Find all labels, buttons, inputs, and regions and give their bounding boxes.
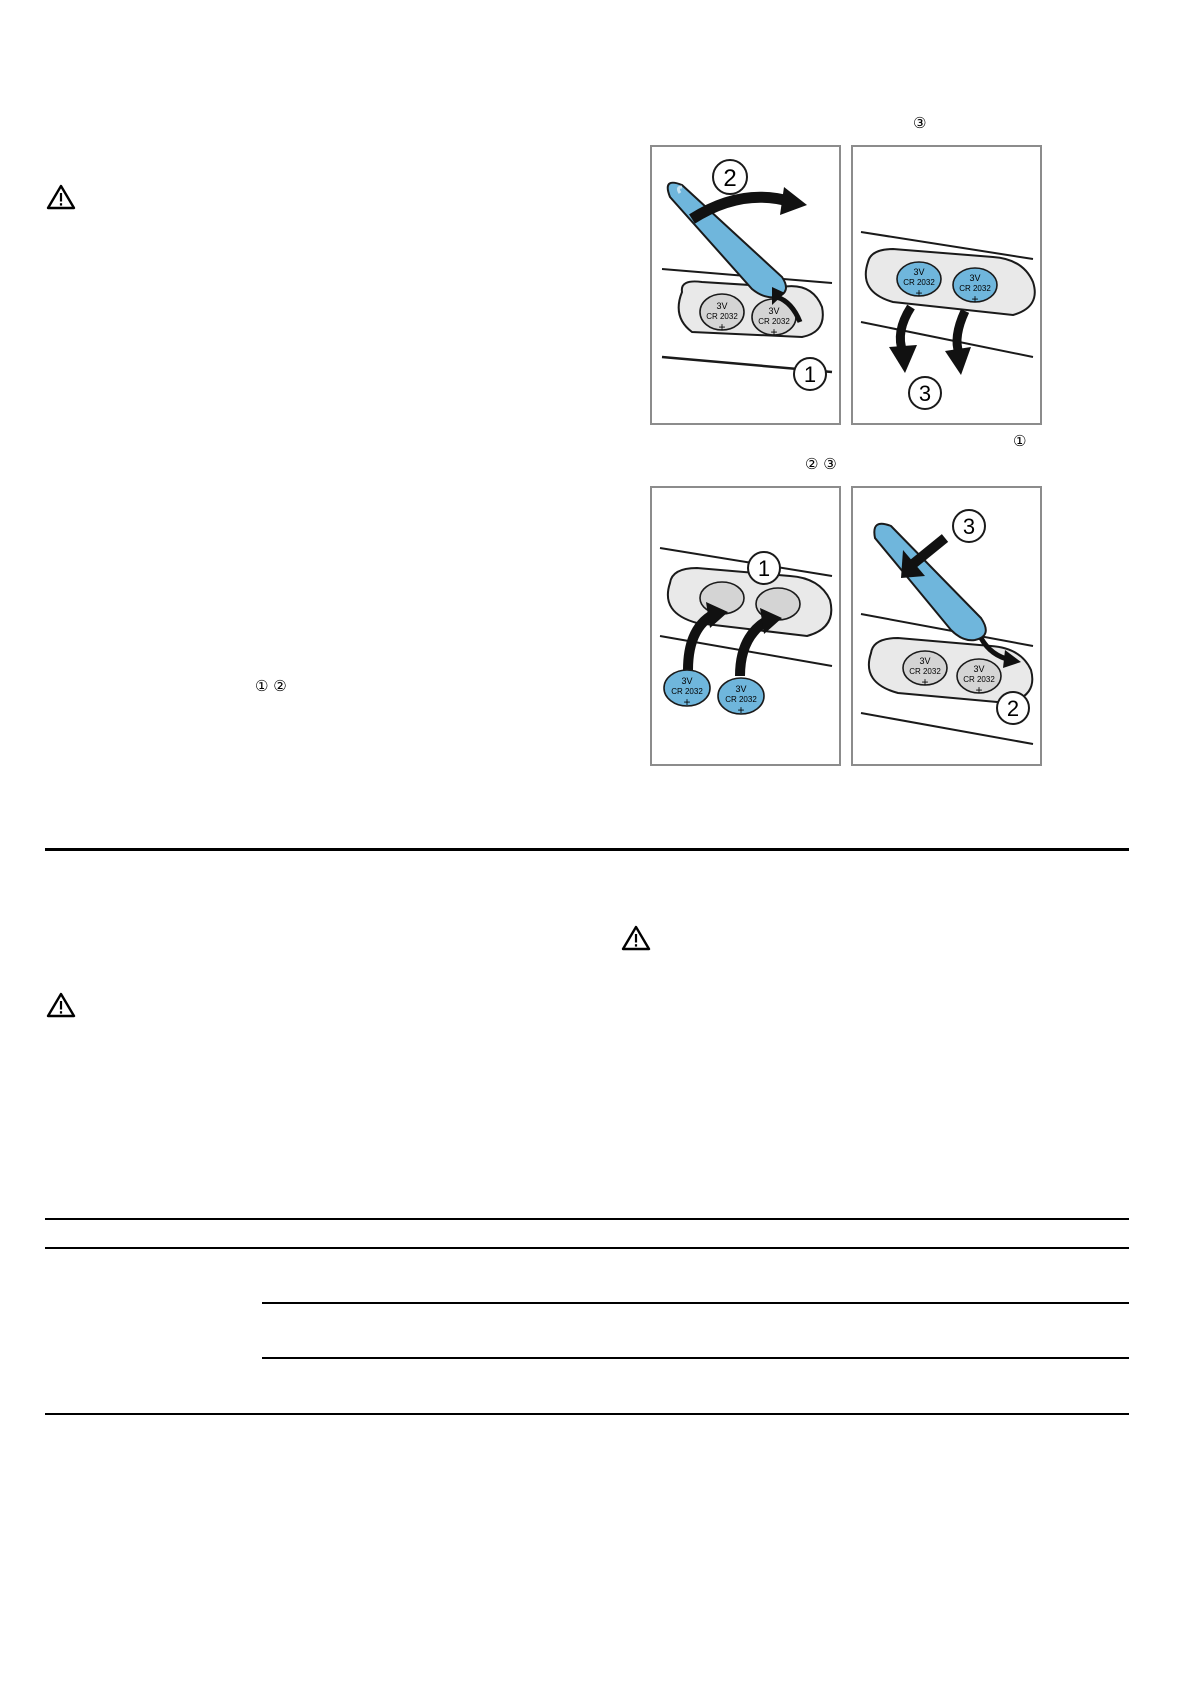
battery-polarity-label: +: [971, 292, 979, 306]
battery-voltage-label: 3V: [681, 676, 693, 686]
battery-voltage-label: 3V: [969, 273, 981, 283]
battery-type-label: CR 2032: [959, 284, 991, 293]
battery-type-label: CR 2032: [903, 278, 935, 287]
battery-polarity-label: +: [915, 286, 923, 300]
battery-polarity-label: +: [737, 703, 745, 717]
warning-triangle-icon: [621, 925, 651, 951]
battery-polarity-label: +: [770, 325, 778, 339]
section-divider: [45, 848, 1129, 851]
callout-number: 2: [1006, 696, 1020, 721]
battery-voltage-label: 3V: [913, 267, 925, 277]
table-row-rule: [262, 1302, 1129, 1304]
battery-type-label: CR 2032: [725, 695, 757, 704]
battery-polarity-label: +: [718, 320, 726, 334]
battery-voltage-label: 3V: [919, 656, 931, 666]
battery-type-label: CR 2032: [963, 675, 995, 684]
battery-type-label: CR 2032: [909, 667, 941, 676]
battery-polarity-label: +: [921, 675, 929, 689]
battery-type-label: CR 2032: [706, 312, 738, 321]
warning-triangle-icon: [46, 184, 76, 210]
step-ref-mid-right: ①: [1013, 432, 1027, 450]
battery-type-label: CR 2032: [671, 687, 703, 696]
table-header-rule: [45, 1247, 1129, 1249]
callout-number: 3: [962, 514, 976, 539]
step-ref-top-right: ③: [913, 114, 927, 132]
warning-triangle-icon: [46, 992, 76, 1018]
battery-voltage-label: 3V: [768, 306, 780, 316]
table-bottom-rule: [45, 1413, 1129, 1415]
table-row-rule: [262, 1357, 1129, 1359]
battery-polarity-label: +: [683, 695, 691, 709]
battery-type-label: CR 2032: [758, 317, 790, 326]
table-top-rule: [45, 1218, 1129, 1220]
step-ref-mid-center: ② ③: [805, 455, 837, 473]
step-ref-left-column: ① ②: [255, 677, 287, 695]
callout-number: 3: [918, 381, 932, 406]
callout-number: 2: [723, 165, 737, 192]
battery-polarity-label: +: [975, 683, 983, 697]
callout-number: 1: [757, 556, 771, 581]
figure-panel-remove-batteries: [851, 145, 1042, 425]
battery-voltage-label: 3V: [716, 301, 728, 311]
figure-panel-insert-batteries: [650, 486, 841, 766]
figure-panel-remove-cover: [650, 145, 841, 425]
callout-number: 1: [803, 362, 817, 387]
battery-voltage-label: 3V: [735, 684, 747, 694]
battery-voltage-label: 3V: [973, 664, 985, 674]
figure-panel-close-cover: [851, 486, 1042, 766]
